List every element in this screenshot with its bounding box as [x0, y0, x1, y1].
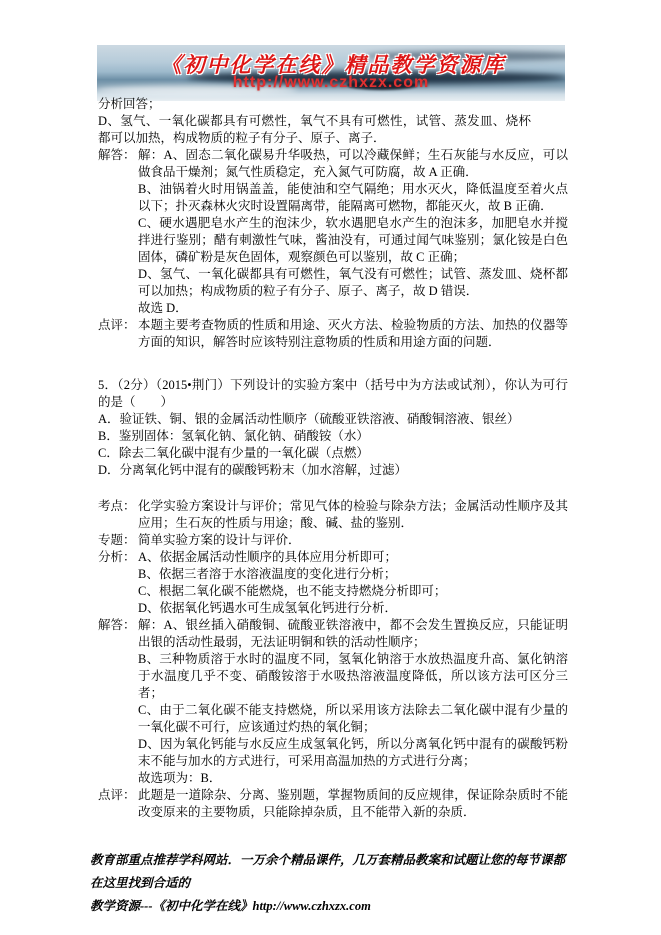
jieda-para: D、因为氧化钙能与水反应生成氢氧化钙，所以分离氧化钙中混有的碳酸钙粉末不能与加水的方式进行，可采用高温加热的方式进行分离；	[138, 737, 568, 768]
dianping-label: 点评：	[98, 788, 136, 802]
document-body	[98, 96, 568, 821]
kaodian-label: 考点：	[98, 499, 136, 513]
page-footer	[90, 849, 574, 918]
dianping-block-q5	[98, 787, 568, 821]
jieda-label: 解答：	[98, 148, 136, 162]
option-d: D．分离氧化钙中混有的碳酸钙粉末（加水溶解，过滤）	[98, 463, 408, 477]
dianping-text	[138, 787, 568, 821]
dianping-para: 此题是一道除杂、分离、鉴别题，掌握物质间的反应规律，保证除杂质时不能改变原来的主要物质，只能除掉杂质，且不能带入新的杂质．	[138, 788, 568, 819]
jieda-label: 解答：	[98, 618, 136, 632]
kaodian-block	[98, 498, 568, 532]
jieda-para: C、由于二氧化碳不能支持燃烧，所以采用该方法除去二氧化碳中混有少量的一氧化碳不可行，应该通过灼热的氧化铜；	[138, 703, 568, 734]
question-stem: 5．（2分）（2015•荆门）下列设计的实验方案中（括号中为方法或试剂），你认为可行的是（ ）	[98, 378, 568, 409]
analysis-reply-text: D、氢气、一氧化碳都具有可燃性，氧气不具有可燃性，试管、蒸发皿、烧杯都可以加热，构成物质的粒子有分子、原子、离子．	[98, 114, 531, 145]
jieda-text	[138, 617, 568, 787]
jieda-answer-line: 故选项为：B．	[138, 771, 222, 785]
zhuanti-label: 专题：	[98, 533, 136, 547]
jieda-para: 解：A、固态二氧化碳易升华吸热，可以冷藏保鲜；生石灰能与水反应，可以做食品干燥剂；氮气性质稳定，充入氮气可防腐，故 A 正确．	[138, 148, 568, 179]
analysis-reply-heading: 分析回答；	[98, 97, 161, 111]
dianping-text	[138, 317, 568, 351]
footer-line-1: 教育部重点推荐学科网站．一万余个精品课件，几万套精品教案和试题让您的每节课都在这里找到合适的	[90, 853, 566, 890]
option-b: B．鉴别固体：氢氧化钠、氯化钠、硝酸铵（水）	[98, 429, 369, 443]
jieda-text	[138, 147, 568, 317]
jieda-para: 解：A、银丝插入硝酸铜、硫酸亚铁溶液中，都不会发生置换反应，只能证明出银的活动性最弱，无法证明铜和铁的活动性顺序；	[138, 618, 568, 649]
dianping-label: 点评：	[98, 318, 136, 332]
question-5-analysis	[98, 498, 568, 821]
jieda-para: B、油锅着火时用锅盖盖，能使油和空气隔绝；用水灭火，降低温度至着火点以下；扑灭森林火灾时设置隔离带，能隔离可燃物，都能灭火，故 B 正确．	[138, 182, 568, 213]
fenxi-block	[98, 549, 568, 617]
zhuanti-text	[138, 532, 568, 549]
jieda-block-q5	[98, 617, 568, 787]
dianping-para: 本题主要考查物质的性质和用途、灭火方法、检验物质的方法、加热的仪器等方面的知识，解答时应该特别注意物质的性质和用途方面的问题．	[138, 318, 568, 349]
jieda-para: D、氢气、一氧化碳都具有可燃性，氧气没有可燃性；试管、蒸发皿、烧杯都可以加热；构成物质的粒子有分子、原子、离子，故 D 错误．	[138, 267, 568, 298]
zhuanti-block	[98, 532, 568, 549]
jieda-para: B、三种物质溶于水时的温度不同，氢氧化钠溶于水放热温度升高、氯化钠溶于水温度几乎不变、硝酸铵溶于水吸热溶液温度降低，所以该方法可区分三者；	[138, 652, 568, 700]
footer-line-2: 教学资源---《初中化学在线》http://www.czhxzx.com	[90, 899, 371, 913]
option-a: A．验证铁、铜、银的金属活动性顺序（硫酸亚铁溶液、硝酸铜溶液、银丝）	[98, 412, 520, 426]
kaodian-text	[138, 498, 568, 532]
jieda-block-q4	[98, 147, 568, 317]
fenxi-para: B、依据三者溶于水溶液温度的变化进行分析；	[138, 567, 397, 581]
fenxi-para: A、依据金属活动性顺序的具体应用分析即可；	[138, 550, 398, 564]
jieda-para: C、硬水遇肥皂水产生的泡沫少，软水遇肥皂水产生的泡沫多，加肥皂水并搅拌进行鉴别；醋有刺激性气味，酱油没有，可通过闻气味鉴别；氯化铵是白色固体，磷矿粉是灰色固体，观察颜色可以鉴别，故 C 正确；	[138, 216, 568, 264]
site-banner	[97, 45, 565, 101]
zhuanti-para: 简单实验方案的设计与评价．	[138, 533, 301, 547]
banner-site-url: http://www.czhxzx.com	[232, 74, 430, 91]
fenxi-text	[138, 549, 568, 617]
fenxi-para: D、依据氧化钙遇水可生成氢氧化钙进行分析．	[138, 601, 398, 615]
option-c: C．除去二氧化碳中混有少量的一氧化碳（点燃）	[98, 446, 369, 460]
dianping-block-q4	[98, 317, 568, 351]
question-5	[98, 377, 568, 479]
banner-site-title: 《初中化学在线》精品教学资源库	[160, 53, 506, 77]
kaodian-para: 化学实验方案设计与评价；常见气体的检验与除杂方法；金属活动性顺序及其应用；生石灰的性质与用途；酸、碱、盐的鉴别．	[138, 499, 568, 530]
fenxi-label: 分析：	[98, 550, 136, 564]
fenxi-para: C、根据二氧化碳不能燃烧，也不能支持燃烧分析即可；	[138, 584, 447, 598]
jieda-answer-line: 故选 D．	[138, 301, 188, 315]
